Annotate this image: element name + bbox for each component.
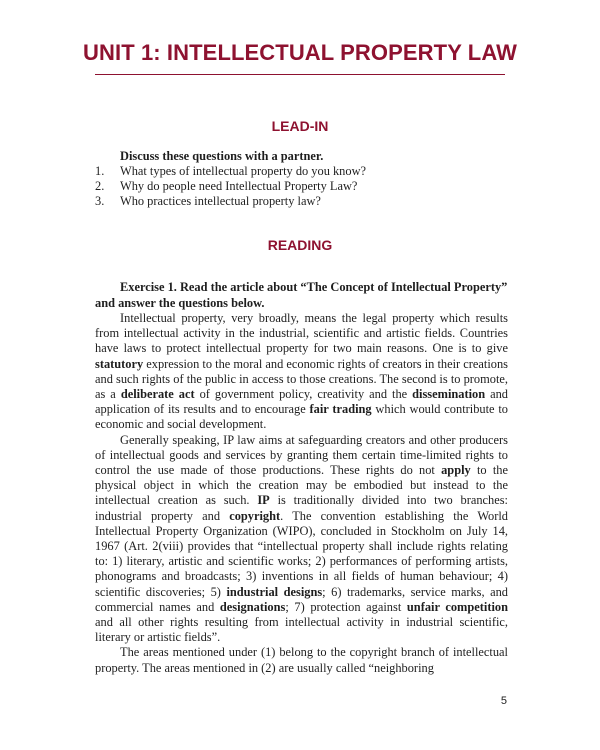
lead-in-heading: LEAD-IN <box>271 118 329 134</box>
article-paragraph: Generally speaking, IP law aims at safeguarding creators and other producers of intellectual goods and services by granting them certain time-limited rights to control the use made of those productions. These rights do not apply to the physical object in which the creation may be embodied but instead to the intellectual creation as such. IP is traditionally divided into two branches: industrial property and copyright. The convention establishing the World Intellectual Property Organization (WIPO), concluded in Stockholm on July 14, 1967 (Art. 2(viii) provides that “intellectual property shall include rights relating to: 1) literary, artistic and scientific works; 2) performances of performing artists, phonograms and broadcasts; 3) inventions in all fields of human behaviour; 4) scientific discoveries; 5) industrial designs; 6) trademarks, service marks, and commercial names and designations; 7) protection against unfair competition and all other rights resulting from intellectual activity in industrial scientific, literary or artistic fields”. <box>95 432 509 645</box>
article-body <box>95 311 508 676</box>
key-term: apply <box>441 463 471 478</box>
question-item <box>95 164 508 179</box>
key-term: unfair competition <box>406 599 508 614</box>
key-term: statutory <box>95 356 144 371</box>
key-term: IP <box>257 493 270 508</box>
exercise-instruction: Exercise 1. Read the article about “The Concept of Intellectual Property” and answer the questions below. <box>95 280 508 310</box>
question-text: Why do people need Intellectual Property Law? <box>120 179 358 194</box>
title-divider <box>95 74 505 75</box>
page-number: 5 <box>500 695 507 707</box>
key-term: copyright <box>229 508 281 523</box>
question-text: Who practices intellectual property law? <box>120 194 321 209</box>
unit-title: UNIT 1: INTELLECTUAL PROPERTY LAW <box>83 40 517 65</box>
question-text: What types of intellectual property do you know? <box>120 164 367 178</box>
question-number: 3. <box>95 194 105 209</box>
article-paragraph: The areas mentioned under (1) belong to the copyright branch of intellectual property. The areas mentioned in (2) are usually called “neighboring <box>95 645 508 675</box>
question-number: 1. <box>95 164 105 178</box>
question-item <box>95 179 508 194</box>
key-term: designations <box>219 599 286 614</box>
question-item <box>95 194 508 209</box>
reading-heading: READING <box>267 237 333 253</box>
key-term: industrial designs <box>226 584 323 599</box>
key-term: dissemination <box>412 387 486 402</box>
lead-in-instruction: Discuss these questions with a partner. <box>120 149 324 163</box>
discussion-questions <box>95 164 508 210</box>
article-paragraph: Intellectual property, very broadly, means the legal property which results from intellectual activity in the industrial, scientific and artistic fields. Countries have laws to protect intellectual property for two main reasons. One is to give statutory expression to the moral and economic rights of creators in their creations and such rights of the public in access to those creations. The second is to promote, as a deliberate act of government policy, creativity and the dissemination and application of its results and to encourage fair trading which would contribute to economic and social development. <box>95 311 509 432</box>
key-term: deliberate act <box>120 387 195 402</box>
question-number: 2. <box>95 179 105 194</box>
key-term: fair trading <box>309 402 372 417</box>
